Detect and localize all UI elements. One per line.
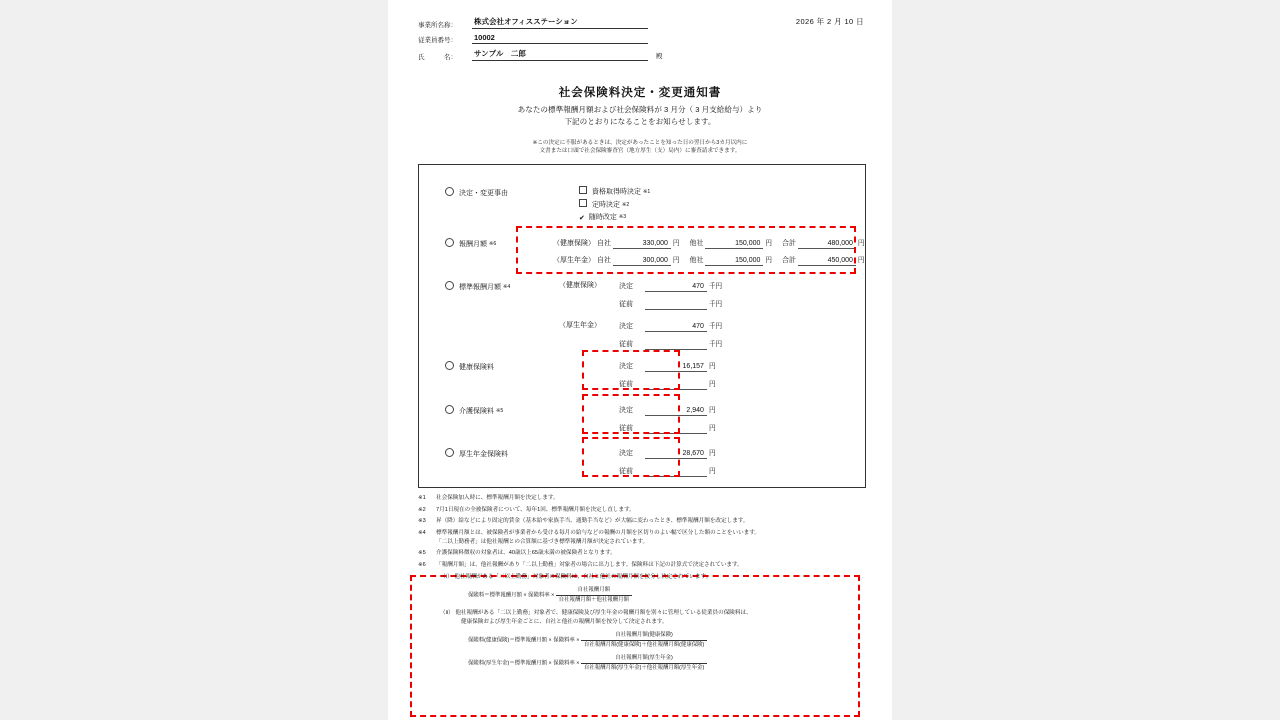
- footnote-3-text: 昇（降）給などにより固定的賃金（基本給や家族手当、通勤手当など）が大幅に変わったとき、標準報酬月額を改定します。: [436, 518, 749, 525]
- reason-option-1[interactable]: [579, 199, 629, 210]
- pension-premium-decided-value[interactable]: 28,670: [645, 450, 707, 459]
- reason-option-0-mark: ※1: [643, 188, 651, 195]
- care-premium-label: 介護保険料: [459, 408, 494, 415]
- unit-yen: 円: [708, 450, 716, 457]
- lead-line-1: あなたの標準報酬月額および社会保険料が 3 月分（ 3 月支給給与）より: [517, 105, 763, 114]
- monthly-pay-health-kind: （健康保険）: [553, 240, 595, 247]
- care-premium-previous-value[interactable]: [645, 425, 707, 434]
- unit-yen: 円: [857, 257, 865, 264]
- lead-text: [388, 104, 892, 128]
- formula-lead: 保険料(厚生年金)＝標準報酬月額 × 保険料率 ×: [468, 660, 580, 667]
- monthly-pay-row-pension: [553, 254, 865, 266]
- monthly-pay-pension-total-label: 合計: [781, 257, 796, 264]
- unit-yen: 円: [672, 257, 680, 264]
- standard-pay-label-group: [445, 281, 510, 292]
- previous-label: 従前: [619, 425, 633, 432]
- monthly-pay-pension-total-value[interactable]: 450,000: [798, 257, 856, 266]
- footnote-6-i-text: 他社報酬がある「二以上勤務」対象者の保険料は、自社と他社の報酬月額を按分し決定されています。: [454, 573, 712, 580]
- standard-pay-pension-previous: [619, 338, 722, 350]
- pension-premium-label: 厚生年金保険料: [459, 451, 508, 458]
- page-title: 社会保険料決定・変更通知書: [558, 87, 722, 99]
- monthly-pay-radio[interactable]: [445, 238, 454, 247]
- unit-yen: 円: [708, 425, 716, 432]
- standard-pay-health-decided: [619, 280, 722, 292]
- standard-pay-health-kind: （健康保険）: [559, 282, 601, 289]
- reason-option-0-label: 資格取得時決定: [592, 188, 641, 196]
- footnote-2: [418, 506, 868, 515]
- care-premium-label-group: [445, 405, 503, 416]
- standard-pay-label: 標準報酬月額: [459, 284, 501, 291]
- monthly-pay-pension-other-label: 他社: [689, 257, 704, 264]
- unit-yen: 円: [672, 240, 680, 247]
- employee-no-label: 従業員番号：: [418, 37, 457, 44]
- details-box: [418, 164, 866, 488]
- standard-pay-pension-decided: [619, 320, 722, 332]
- health-premium-label-group: [445, 361, 494, 372]
- monthly-pay-row-health: [553, 237, 865, 249]
- standard-pay-radio[interactable]: [445, 281, 454, 290]
- document-header: [418, 16, 864, 65]
- footnote-4-index: ※4: [418, 529, 426, 536]
- checkbox-icon[interactable]: [579, 199, 587, 207]
- reason-label-group: [445, 187, 508, 198]
- footnote-6-ii-formula-pension: [418, 654, 868, 673]
- care-premium-decided-value[interactable]: 2,940: [645, 407, 707, 416]
- appeal-note: [388, 139, 892, 156]
- health-premium-previous-value[interactable]: [645, 381, 707, 390]
- footnote-5-index: ※5: [418, 550, 426, 557]
- footnote-6-i: [418, 573, 868, 582]
- unit-thousand-yen: 千円: [708, 301, 723, 308]
- health-premium-decided: [619, 360, 716, 372]
- employee-name-value: サンプル 二郎: [472, 48, 648, 61]
- monthly-pay-health-own-label: 自社: [596, 240, 611, 247]
- footnote-6-i-formula: [418, 586, 868, 605]
- appeal-line-2: 文書または口頭で社会保険審査官（地方厚生（支）局内）に審査請求できます。: [539, 148, 741, 155]
- appeal-line-1: ※この決定に不服があるときは、決定があったことを知った日の翌日から3カ月以内に: [532, 140, 748, 146]
- standard-pay-health-decided-value[interactable]: 470: [645, 283, 707, 292]
- footnote-6-i-index: （ⅰ）: [440, 573, 453, 580]
- reason-option-0[interactable]: [579, 186, 650, 197]
- unit-yen: 円: [857, 240, 865, 247]
- reason-option-2-label: 随時改定: [588, 214, 617, 221]
- notice-sheet: [388, 0, 892, 720]
- employee-no-row: [418, 33, 864, 44]
- checkbox-checked-icon[interactable]: [579, 214, 585, 222]
- footnote-6: [418, 561, 868, 570]
- issue-date: 2026 年 2 月 10 日: [795, 17, 864, 26]
- unit-thousand-yen: 千円: [708, 283, 723, 290]
- footnote-5: [418, 549, 868, 558]
- monthly-pay-pension-kind: （厚生年金）: [553, 257, 595, 264]
- pension-premium-decided: [619, 447, 716, 459]
- footnote-6-index: ※6: [418, 561, 426, 568]
- unit-yen: 円: [708, 363, 716, 370]
- care-premium-radio[interactable]: [445, 405, 454, 414]
- reason-option-1-label: 定時決定: [592, 201, 620, 209]
- formula-denominator: 自社報酬月額＋他社報酬月額: [558, 596, 629, 603]
- footnote-6-ii-text-a: 他社報酬がある「二以上勤務」対象者で、健康保険及び厚生年金の報酬月額を別々に管理している従業員の保険料は、: [455, 610, 752, 617]
- formula-numerator: 自社報酬月額: [556, 586, 632, 596]
- footnote-6-ii-text-b: 健康保険および厚生年金ごとに、自社と他社の報酬月額を按分して決定されます。: [461, 619, 668, 626]
- footnote-6-text: 「報酬月額」は、他社報酬があり「二以上勤務」対象者の場合に出力します。保険料は下記の計算式で決定されています。: [436, 561, 743, 568]
- health-premium-radio[interactable]: [445, 361, 454, 370]
- monthly-pay-pension-own-value[interactable]: 300,000: [613, 257, 671, 266]
- footnotes: [418, 494, 868, 675]
- footnote-1: [418, 494, 868, 503]
- footnote-5-text: 介護保険料徴収の対象者は、40歳以上65歳未満の被保険者となります。: [436, 550, 616, 557]
- previous-label: 従前: [619, 468, 633, 475]
- employee-no-value: 10002: [472, 33, 648, 44]
- footnote-4-text-a: 標準報酬月額とは、被保険者が事業者から受ける毎月の給与などの報酬の月額を区切りのよい幅で区分した額のことをいいます。: [436, 529, 760, 536]
- formula-lead: 保険料(健康保険)＝標準報酬月額 × 保険料率 ×: [468, 638, 580, 645]
- checkbox-icon[interactable]: [579, 186, 587, 194]
- office-value: 株式会社オフィスステーション: [472, 16, 648, 29]
- document-page: [388, 0, 892, 720]
- monthly-pay-health-own-value[interactable]: 330,000: [613, 240, 671, 249]
- formula-denominator: 自社報酬月額(厚生年金)＋他社報酬月額(厚生年金): [583, 664, 705, 671]
- footnote-4: [418, 529, 868, 547]
- monthly-pay-health-total-value[interactable]: 480,000: [798, 240, 856, 249]
- reason-radio[interactable]: [445, 187, 454, 196]
- employee-name-label: 氏 名：: [418, 54, 457, 61]
- decided-label: 決定: [619, 450, 633, 457]
- unit-yen: 円: [708, 407, 716, 414]
- monthly-pay-health-other-label: 他社: [689, 240, 704, 247]
- unit-yen: 円: [765, 257, 772, 264]
- footnote-2-index: ※2: [418, 506, 426, 513]
- formula-numerator: 自社報酬月額(厚生年金): [581, 654, 707, 664]
- previous-label: 従前: [619, 301, 633, 308]
- formula-fraction: [581, 631, 707, 650]
- footnote-1-text: 社会保険加入時に、標準報酬月額を決定します。: [436, 495, 559, 501]
- unit-thousand-yen: 千円: [708, 341, 723, 348]
- standard-pay-pension-previous-value[interactable]: [645, 341, 707, 350]
- reason-option-2-mark: ※3: [618, 214, 627, 220]
- standard-pay-health-previous-value[interactable]: [645, 301, 707, 310]
- footnote-6-ii: [418, 609, 868, 627]
- unit-yen: 円: [708, 468, 716, 475]
- formula-fraction: [581, 654, 707, 673]
- decided-label: 決定: [619, 283, 633, 290]
- monthly-pay-health-total-label: 合計: [781, 240, 796, 247]
- footnote-3-index: ※3: [418, 518, 426, 525]
- decided-label: 決定: [619, 323, 633, 330]
- unit-yen: 円: [765, 240, 772, 247]
- name-suffix: 殿: [656, 53, 663, 60]
- formula-lead: 保険料＝標準報酬月額 × 保険料率 ×: [468, 592, 555, 599]
- reason-label: 決定・変更事由: [459, 190, 508, 197]
- decided-label: 決定: [619, 407, 633, 414]
- footnote-2-text: 7月1日現在の全被保険者について、毎年1回、標準報酬月額を決定し直します。: [436, 506, 635, 513]
- reason-option-2[interactable]: [579, 212, 626, 222]
- standard-pay-pension-decided-value[interactable]: 470: [645, 323, 707, 332]
- health-premium-previous: [619, 378, 716, 390]
- monthly-pay-label: 報酬月額: [459, 241, 487, 248]
- office-label: 事業所名称：: [418, 22, 457, 29]
- standard-pay-pension-kind: （厚生年金）: [559, 322, 601, 329]
- unit-thousand-yen: 千円: [708, 323, 723, 330]
- monthly-pay-pension-own-label: 自社: [596, 257, 611, 264]
- health-premium-label: 健康保険料: [459, 364, 494, 371]
- footnote-6-ii-index: （ⅱ）: [440, 610, 454, 617]
- monthly-pay-health-other-value[interactable]: 150,000: [705, 240, 763, 249]
- previous-label: 従前: [619, 341, 633, 348]
- pension-premium-previous: [619, 465, 716, 477]
- monthly-pay-mark: ※6: [489, 241, 497, 247]
- care-premium-decided: [619, 404, 716, 416]
- footnote-6-ii-formula-health: [418, 631, 868, 650]
- pension-premium-previous-value[interactable]: [645, 468, 707, 477]
- care-premium-mark: ※5: [496, 408, 504, 414]
- care-premium-previous: [619, 422, 716, 434]
- health-premium-decided-value[interactable]: 16,157: [645, 363, 707, 372]
- monthly-pay-label-group: [445, 238, 496, 249]
- pension-premium-radio[interactable]: [445, 448, 454, 457]
- footnote-1-index: ※1: [418, 495, 426, 501]
- lead-line-2: 下記のとおりになることをお知らせします。: [564, 116, 716, 126]
- footnote-4-text-b: 「二以上勤務者」は他社報酬との合算額に基づき標準報酬月額が決定されています。: [436, 538, 649, 545]
- employee-name-row: [418, 48, 864, 61]
- monthly-pay-pension-other-value[interactable]: 150,000: [705, 257, 763, 266]
- formula-fraction: [556, 586, 632, 605]
- reason-option-1-mark: ※2: [622, 201, 630, 208]
- formula-denominator: 自社報酬月額(健康保険)＋他社報酬月額(健康保険): [583, 642, 705, 649]
- unit-yen: 円: [708, 381, 716, 388]
- standard-pay-mark: ※4: [503, 284, 511, 290]
- footnote-3: [418, 517, 868, 526]
- pension-premium-label-group: [445, 448, 508, 459]
- standard-pay-health-previous: [619, 298, 722, 310]
- previous-label: 従前: [619, 381, 633, 388]
- decided-label: 決定: [619, 363, 633, 370]
- formula-numerator: 自社報酬月額(健康保険): [581, 631, 707, 641]
